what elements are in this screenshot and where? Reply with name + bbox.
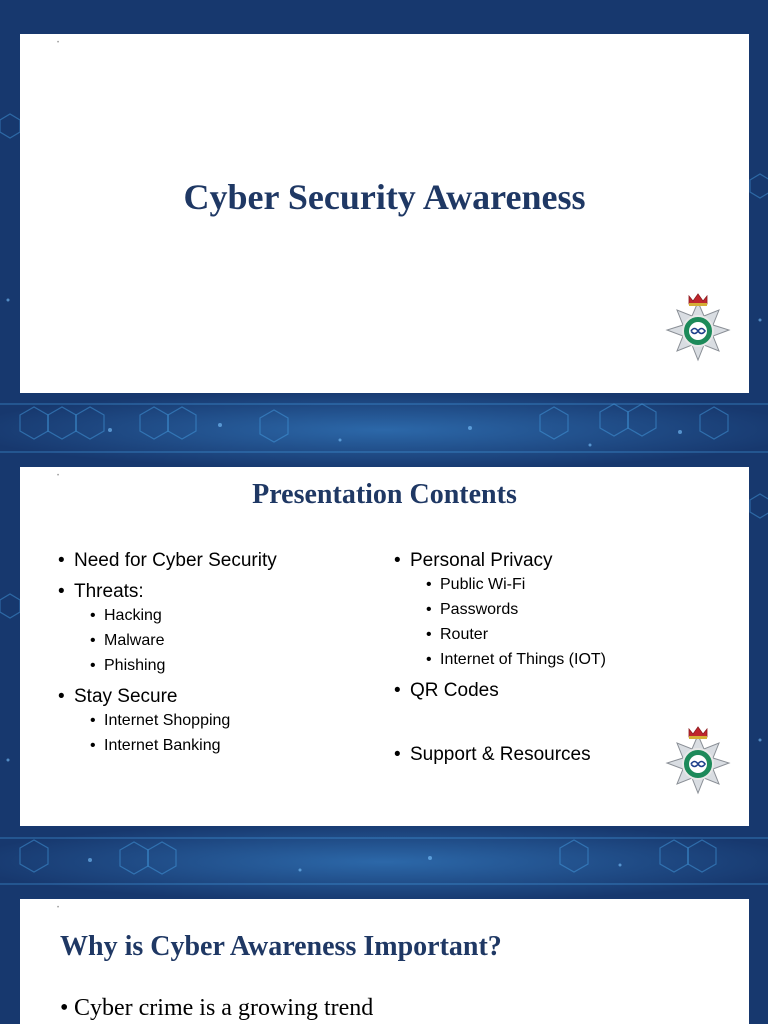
list-item: • Cyber crime is a growing trend [60, 995, 373, 1022]
list-item: • Hacking [58, 604, 277, 628]
why-slide [20, 899, 749, 1024]
list-item: • Internet Shopping [58, 709, 277, 733]
list-item: • Stay Secure [58, 684, 277, 709]
list-item: • Threats: [58, 579, 277, 604]
slide-marker: • [57, 905, 60, 911]
list-item: • Malware [58, 629, 277, 653]
list-item: • QR Codes [394, 678, 606, 703]
list-item: • Public Wi-Fi [394, 573, 606, 597]
list-item: • Need for Cyber Security [58, 548, 277, 573]
list-item: • Router [394, 623, 606, 647]
contents-right-column [394, 548, 606, 773]
list-item: • Internet Banking [58, 734, 277, 758]
title-slide [20, 34, 749, 393]
slide-marker: • [57, 473, 60, 479]
slide-title: Presentation Contents [252, 479, 517, 510]
contents-slide [20, 467, 749, 826]
police-crest-icon [663, 721, 733, 811]
police-crest-icon [663, 288, 733, 378]
slide-title: Cyber Security Awareness [183, 177, 586, 217]
list-item: • Support & Resources [394, 742, 606, 767]
list-item: • Passwords [394, 598, 606, 622]
slide-title: Why is Cyber Awareness Important? [60, 931, 502, 962]
list-item: • Phishing [58, 654, 277, 678]
list-item: • Internet of Things (IOT) [394, 648, 606, 672]
contents-left-column [58, 548, 277, 759]
list-item: • Personal Privacy [394, 548, 606, 573]
slide-marker: • [57, 40, 60, 46]
